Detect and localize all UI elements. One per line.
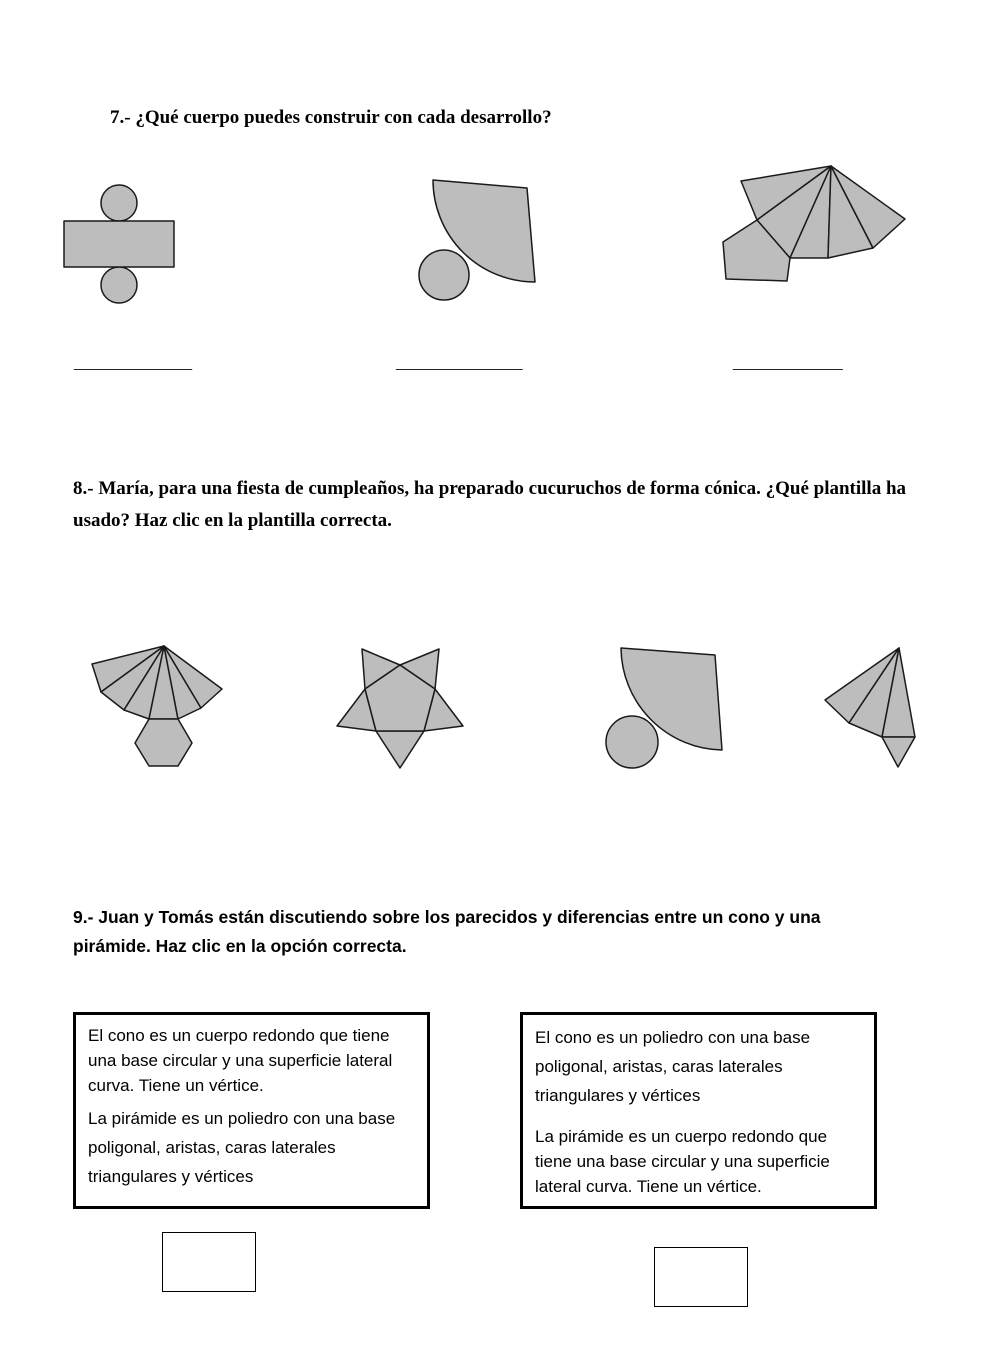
cone-base-circle — [419, 250, 469, 300]
q7-answer-blank-2[interactable]: _______________ — [396, 354, 522, 371]
q9-option-a-pyramid-text: La pirámide es un poliedro con una base poligonal, aristas, caras laterales triangulares y vértices — [88, 1109, 396, 1186]
pentagonal-star-net-option[interactable] — [333, 643, 468, 773]
cylinder-lateral-rect — [64, 221, 174, 267]
q9-option-a[interactable] — [73, 1012, 430, 1209]
q9-option-a-answer-box[interactable] — [162, 1232, 256, 1292]
q9-title-line2: pirámide. Haz clic en la opción correcta. — [73, 936, 407, 956]
q8-title-line2: usado? Haz clic en la plantilla correcta. — [73, 510, 392, 531]
cylinder-net-figure — [60, 180, 180, 305]
q7-title: 7.- ¿Qué cuerpo puedes construir con cada desarrollo? — [110, 107, 552, 128]
q9-option-b[interactable] — [520, 1012, 877, 1209]
q9-option-b-pyramid-text: La pirámide es un cuerpo redondo que tiene una base circular y una superficie lateral curva. Tiene un vértice. — [535, 1127, 830, 1196]
cylinder-bottom-circle — [101, 267, 137, 303]
triangle-base — [882, 737, 915, 767]
q9-option-b-cone-text: El cono es un poliedro con una base poligonal, aristas, caras laterales triangulares y vértices — [535, 1028, 811, 1105]
q7-answer-blank-3[interactable]: _____________ — [733, 354, 843, 371]
q7-answer-blank-1[interactable]: ______________ — [74, 354, 192, 371]
hexagonal-pyramid-net-option[interactable] — [88, 640, 228, 772]
cylinder-top-circle — [101, 185, 137, 221]
triangular-pyramid-net-option[interactable] — [820, 640, 920, 772]
cone-base-circle — [606, 716, 658, 768]
cone-net-option[interactable] — [600, 643, 730, 773]
q9-option-a-cone-text: El cono es un cuerpo redondo que tiene una base circular y una superficie lateral curva. Tiene un vértice. — [88, 1026, 393, 1095]
q9-title-line1: 9.- Juan y Tomás están discutiendo sobre los parecidos y diferencias entre un cono y una — [73, 907, 821, 927]
q9-option-b-answer-box[interactable] — [654, 1247, 748, 1307]
q8-title-line1: 8.- María, para una fiesta de cumpleaños, ha preparado cucuruchos de forma cónica. ¿Qué plantilla ha — [73, 478, 907, 499]
pentagonal-pyramid-net-figure — [715, 160, 915, 290]
cone-net-figure — [410, 175, 545, 305]
hexagon-base — [135, 719, 192, 766]
